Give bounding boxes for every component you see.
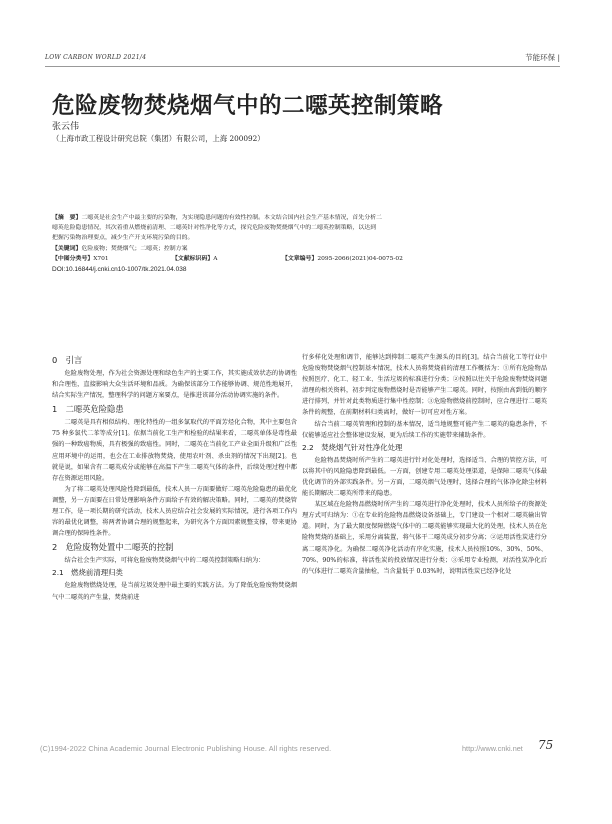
paragraph: 结合社会生产实际，可将危险废物焚烧烟气中的二噁英控制策略归纳为：: [64, 557, 265, 565]
article-number-label: 【文章编号】: [282, 255, 318, 262]
article-number-value: 2095-2066(2021)04-0075-02: [317, 255, 403, 262]
paragraph: 某区域在危险物品燃烧时所产生的二噁英进行净化处理时，技术人员所给予的资源处理方式可归纳为：①在专业的危险物品燃烧设备基础上，专门建设一个相对二噁英输出管道。同时，为了最大限度保障燃烧气体中的二噁英能够实现最大化的处理，技术人员在危险物焚烧的基础上，采用分离装置，将气体干二噁英成分初步分离；②运用活性炭进行分离二噁英净化。为确保二噁英净化活动有序化实施，技术人员按照10%、30%、50%、70%、90%的标准，将活性炭的投放情况进行分类；③采用专业检测，对活性炭净化后的气体进行二噁英含量抽检，当含量低于 0.03%时，说明活性炭已经净化处: [302, 501, 547, 575]
page-number: 75: [538, 738, 554, 752]
section-heading-intro: 0 引言: [52, 355, 83, 365]
author-affiliation: （上海市政工程设计研究总院（集团）有限公司，上海 200092）: [52, 134, 265, 143]
article-meta: [52, 213, 572, 275]
doc-code-value: A: [213, 255, 218, 262]
article-title: 危险废物焚烧烟气中的二噁英控制策略: [52, 93, 444, 119]
clc-value: X701: [93, 255, 109, 262]
abstract-line: 噁英危险隐患情况，其次着重从燃烧前清理、二噁英针对性净化等方式，探究危险废物焚烧烟气中的二噁英控制策略，以达到: [52, 225, 376, 232]
cnki-url: http://www.cnki.net: [462, 744, 523, 753]
abstract: [52, 213, 572, 244]
abstract-line: 二噁英是社会生产中最主要的污染物，为实现隐患问题的有效性控制。本文结合国内社会生产基本情况，首先分析二: [81, 215, 382, 221]
copyright-notice: (C)1994-2022 China Academic Journal Electronic Publishing House. All rights reserved.: [40, 744, 332, 753]
doc-code-label: 【文献标识码】: [172, 255, 214, 262]
paragraph: 危险废物燃烧处理，是当前垃圾处理中最主要的实践方法。为了降低危险废物焚烧烟气中二噁英的产生量，焚烧前进: [52, 582, 297, 601]
section-heading-hazard: 1 二噁英危险隐患: [52, 404, 124, 415]
author-name: 张云伟: [52, 122, 80, 132]
keywords-label: 【关键词】: [52, 245, 82, 252]
paragraph: 行多样化处理和调节，能够达到抑制二噁英产生源头的目的[3]。结合当前化工等行业中危险废物焚烧烟气控制基本情况，技术人员将焚烧前的清理工作概括为：①所有危险物品按照医疗、化工、轻工业、生活垃圾的标准进行分类；②按照以往关于危险废物焚烧问题清理的相关资料，初步判定废物燃烧时是否能够产生二噁英。同时，按照由高到低的顺序进行排列，并针对此类物质进行集中性控制；③危险物燃烧前控制时，应合理进行二噁英条件的规整，在前期材料归类离时，做好一切可应对性方案。: [302, 354, 547, 417]
clc-label: 【中图分类号】: [52, 255, 94, 262]
paragraph: 为了将二噁英处理风险性降到最低，技术人员一方面要做好二噁英危险隐患的最优化调整，另一方面要在日常处理影响条件方面给予有效的解决策略。同时，二噁英的焚烧管理工作，是一项长期的研究活动，技术人员应结合社会发展的实际情况，进行各项工作内容的最优化调整，将两者协调合理的规整起来，为研究各个方面因素规整支撑，带来更协调合理的保障性条件。: [52, 485, 297, 538]
subsection-heading-pre-cleaning: 2.1 燃烧前清理归类: [52, 568, 123, 578]
left-column: [52, 352, 297, 603]
section-label: 节能环保 |: [525, 53, 560, 62]
right-column: [302, 352, 547, 577]
paragraph: 二噁英是具有相似结构、理化特性的一组多氯取代的平面芳烃化合物，其中主要包含 75 种多氯代二苯等成分[1]。依据当前化工生产和检验的结果来看，二噁英单体是毒性最强的一种致癌物质，具有极强的致癌性。同时，二噁英在当前化工产业全面升级和广泛性应用环境中的运用，也会在工业排放物焚烧，使用农叶剂、杀虫剂的情况下出现[2]。也就是说，如果含有二噁英成分或能够在高温下产生二噁英气体的条件，后续处理过程中都存在资源运用风险。: [52, 419, 297, 482]
keywords: [52, 244, 572, 254]
paragraph: 结合当前二噁英管理和控制的基本情况，适当地规整可能产生二噁英的隐患条件，不仅能够适应社会整体建设发展，更为后续工作的实施带来辅助条件。: [302, 420, 547, 439]
section-heading-control: 2 危险废物处置中二噁英的控制: [52, 542, 174, 553]
doi: DOI:10.16844/j.cnki.cn10-1007/tk.2021.04.038: [52, 265, 187, 273]
paragraph: 危险废物处理，作为社会资源处理和绿色生产的主要工作，其实施成效状态的协调性和合理性，直接影响大众生活环境和品质。为确保该部分工作能够协调、规范性地展开，结合实际生产情况，整理科学的问题方案要点，是推进该部分活动协调实施的条件。: [52, 370, 297, 400]
header-divider: [45, 66, 560, 67]
journal-header: LOW CARBON WORLD 2021/4: [45, 54, 147, 61]
abstract-label: 【摘 要】: [52, 215, 82, 221]
keywords-text: 危险废物；焚烧烟气；二噁英；控制方案: [81, 245, 188, 252]
classification-row: [52, 254, 572, 265]
paragraph: 危险物品焚烧时所产生的二噁英进行针对化处理时，选择适当、合理的管控方法，可以将其中的风险隐患降到最低。一方面，创建专用二噁英处理渠道，是保障二噁英气体最优化调节的外部实践条件。另一方面，二噁英烟气处理时，选择合理的气体净化除尘材料能长期解决二噁英所带来的隐患。: [302, 456, 547, 498]
abstract-line: 把握污染物治理要点，减少生产开支环境污染的目的。: [52, 235, 194, 242]
subsection-heading-purification: 2.2 焚烧烟气针对性净化处理: [302, 442, 403, 452]
